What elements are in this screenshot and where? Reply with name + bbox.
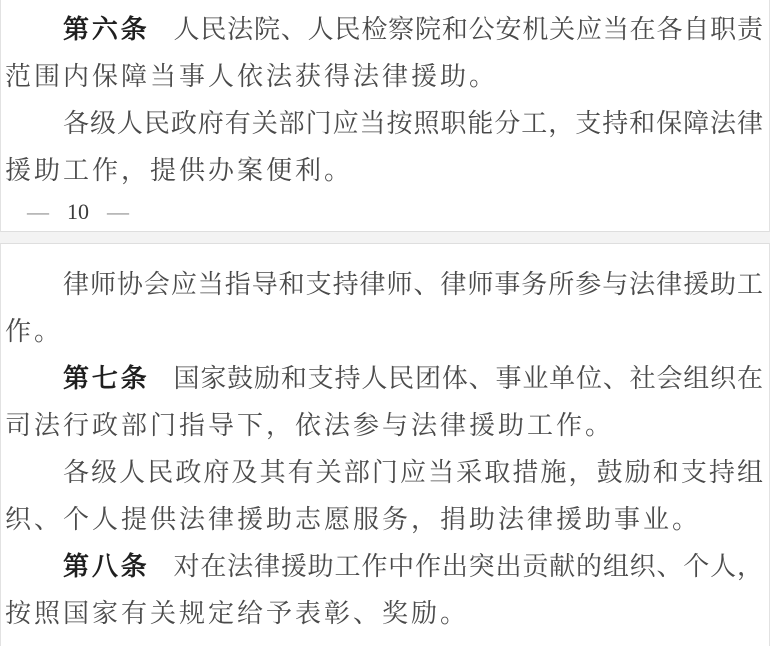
page-number-dash-left: —: [27, 199, 49, 224]
document-page-2: [0, 243, 770, 646]
text-line: [5, 590, 763, 637]
law-article-number: 第六条: [63, 14, 150, 44]
article-text: 织、个人提供法律援助志愿服务，捐助法律援助事业。: [5, 505, 702, 534]
page-break-gap: [0, 232, 770, 243]
text-line: [5, 543, 763, 590]
article-text: 对在法律援助工作中作出突出贡献的组织、个人，: [173, 552, 763, 581]
text-line: [5, 6, 763, 53]
page-number-dash-right: —: [107, 199, 129, 224]
article-text: 国家鼓励和支持人民团体、事业单位、社会组织在: [173, 364, 763, 393]
article-text: 人民法院、人民检察院和公安机关应当在各自职责: [173, 15, 763, 44]
law-article-number: 第七条: [63, 363, 150, 393]
article-text: 援助工作，提供办案便利。: [5, 156, 354, 185]
text-line: [5, 53, 763, 100]
text-line: [5, 449, 763, 496]
page-number: [5, 197, 763, 227]
article-text: 各级人民政府有关部门应当按照职能分工，支持和保障法律: [63, 109, 763, 138]
text-line: [5, 402, 763, 449]
law-article-number: 第八条: [63, 551, 150, 581]
article-text: 作。: [5, 317, 64, 346]
article-text: 范围内保障当事人依法获得法律援助。: [5, 62, 499, 91]
article-text: 律师协会应当指导和支持律师、律师事务所参与法律援助工: [63, 270, 763, 299]
text-line: [5, 355, 763, 402]
article-text: 按照国家有关规定给予表彰、奖励。: [5, 599, 470, 628]
text-line: [5, 261, 763, 308]
text-line: [5, 308, 763, 355]
text-line: [5, 496, 763, 543]
article-text: 司法行政部门指导下，依法参与法律援助工作。: [5, 411, 615, 440]
text-line: [5, 100, 763, 147]
article-text: 各级人民政府及其有关部门应当采取措施，鼓励和支持组: [63, 458, 763, 487]
document-page-1: [0, 0, 770, 232]
text-line: [5, 147, 763, 194]
page-number-value: 10: [67, 199, 89, 224]
